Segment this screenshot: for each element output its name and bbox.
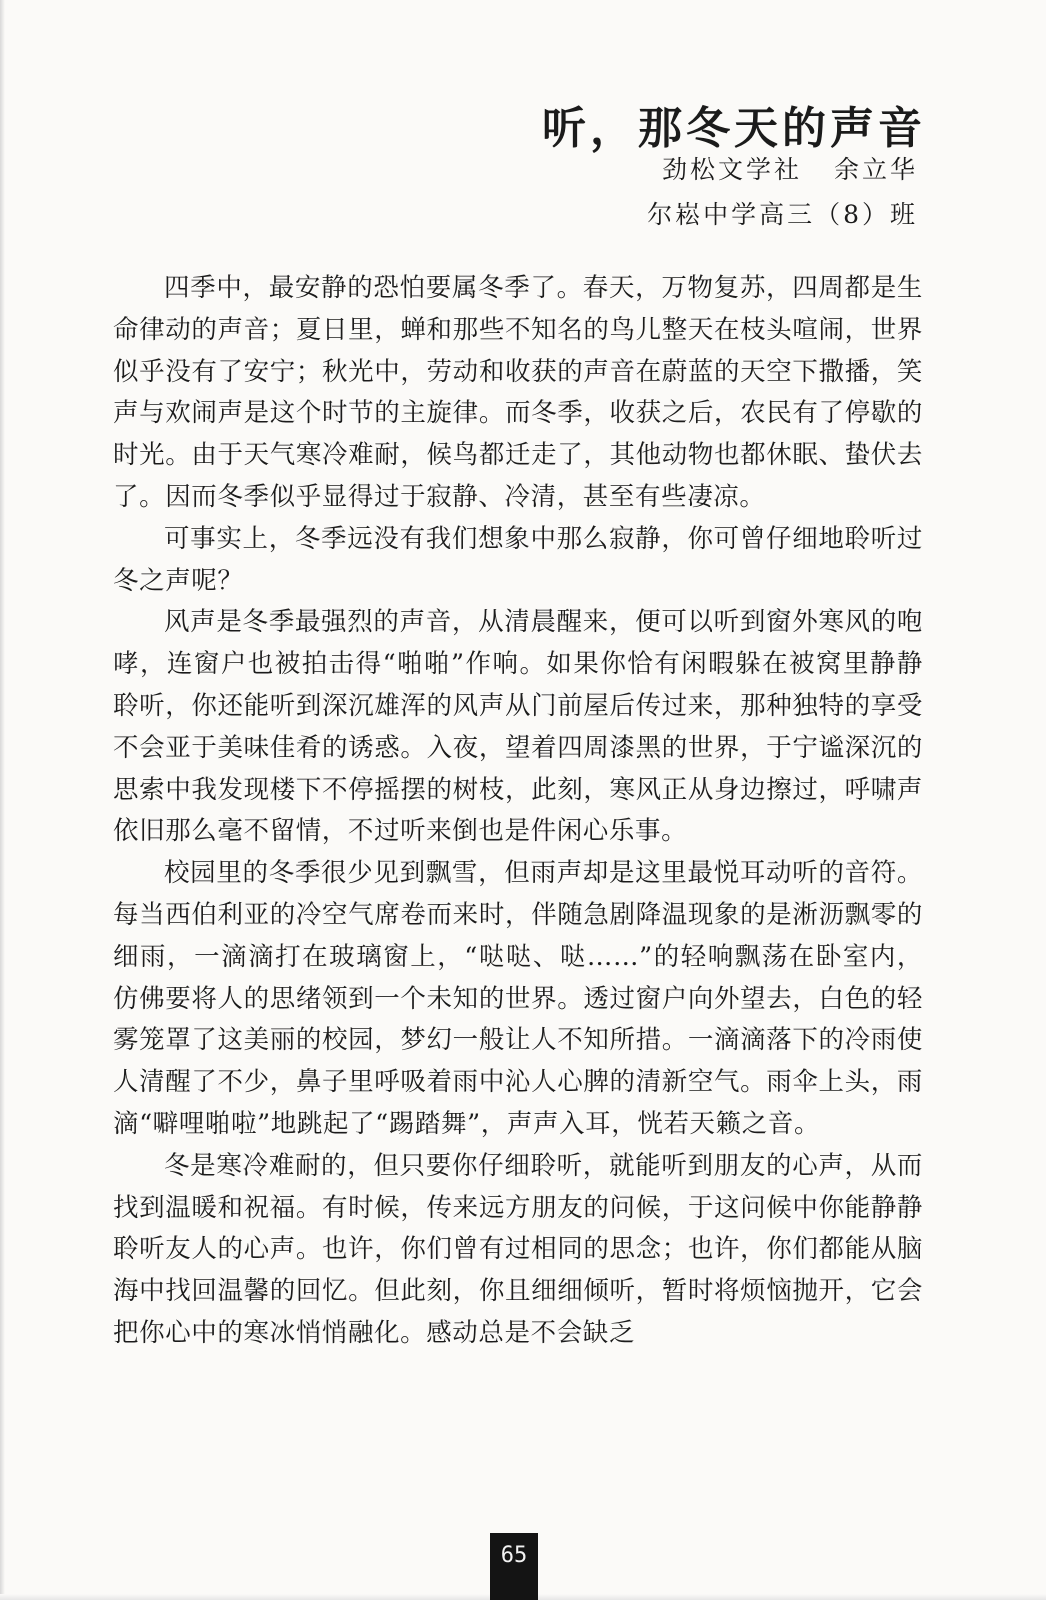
paragraph-1: 四季中，最安静的恐怕要属冬季了。春天，万物复苏，四周都是生命律动的声音；夏日里，蝉和那些不知名的鸟儿整天在枝头喧闹，世界似乎没有了安宁；秋光中，劳动和收获的声音在蔚蓝的天空下撒播，笑声与欢闹声是这个时节的主旋律。而冬季，收获之后，农民有了停歇的时光。由于天气寒冷难耐，候鸟都迁走了，其他动物也都休眠、蛰伏去了。因而冬季似乎显得过于寂静、冷清，甚至有些凄凉。: [113, 273, 923, 512]
page-number: 65: [490, 1533, 538, 1600]
paragraph-4: 校园里的冬季很少见到飘雪，但雨声却是这里最悦耳动听的音符。每当西伯利亚的冷空气席卷而来时，伴随急剧降温现象的是淅沥飘零的细雨，一滴滴打在玻璃窗上，“哒哒、哒……”的轻响飘荡在卧室内，仿佛要将人的思绪领到一个未知的世界。透过窗户向外望去，白色的轻雾笼罩了这美丽的校园，梦幻一般让人不知所措。一滴滴落下的冷雨使人清醒了不少，鼻子里呼吸着雨中沁人心脾的清新空气。雨伞上头，雨滴“噼哩啪啦”地跳起了“踢踏舞”，声声入耳，恍若天籁之音。: [113, 858, 923, 1139]
paragraph-3: 风声是冬季最强烈的声音，从清晨醒来，便可以听到窗外寒风的咆哮，连窗户也被拍击得“啪啪”作响。如果你恰有闲暇躲在被窝里静静聆听，你还能听到深沉雄浑的风声从门前屋后传过来，那种独特的享受不会亚于美味佳肴的诱惑。入夜，望着四周漆黑的世界，于宁谧深沉的思索中我发现楼下不停摇摆的树枝，此刻，寒风正从身边擦过，呼啸声依旧那么毫不留情，不过听来倒也是件闲心乐事。: [113, 607, 923, 847]
paragraph-5: 冬是寒冷难耐的，但只要你仔细聆听，就能听到朋友的心声，从而找到温暖和祝福。有时候，传来远方朋友的问候，于这问候中你能静静聆听友人的心声。也许，你们曾有过相同的思念；也许，你们都能从脑海中找回温馨的回忆。但此刻，你且细细倾听，暂时将烦恼抛开，它会把你心中的寒冰悄悄融化。感动总是不会缺乏: [113, 1150, 923, 1348]
author-line: [662, 150, 918, 186]
author-organization: 劲松文学社: [661, 155, 802, 184]
article-body: [113, 268, 923, 1355]
author-name: 余立华: [833, 155, 918, 184]
author-school: 尔崧中学高三（8）班: [647, 200, 918, 229]
article-title: 听，那冬天的声音: [542, 103, 926, 154]
scan-edge-left: [0, 0, 5, 1600]
paragraph-2: 可事实上，冬季远没有我们想象中那么寂静，你可曾仔细地聆听过冬之声呢？: [113, 523, 923, 596]
